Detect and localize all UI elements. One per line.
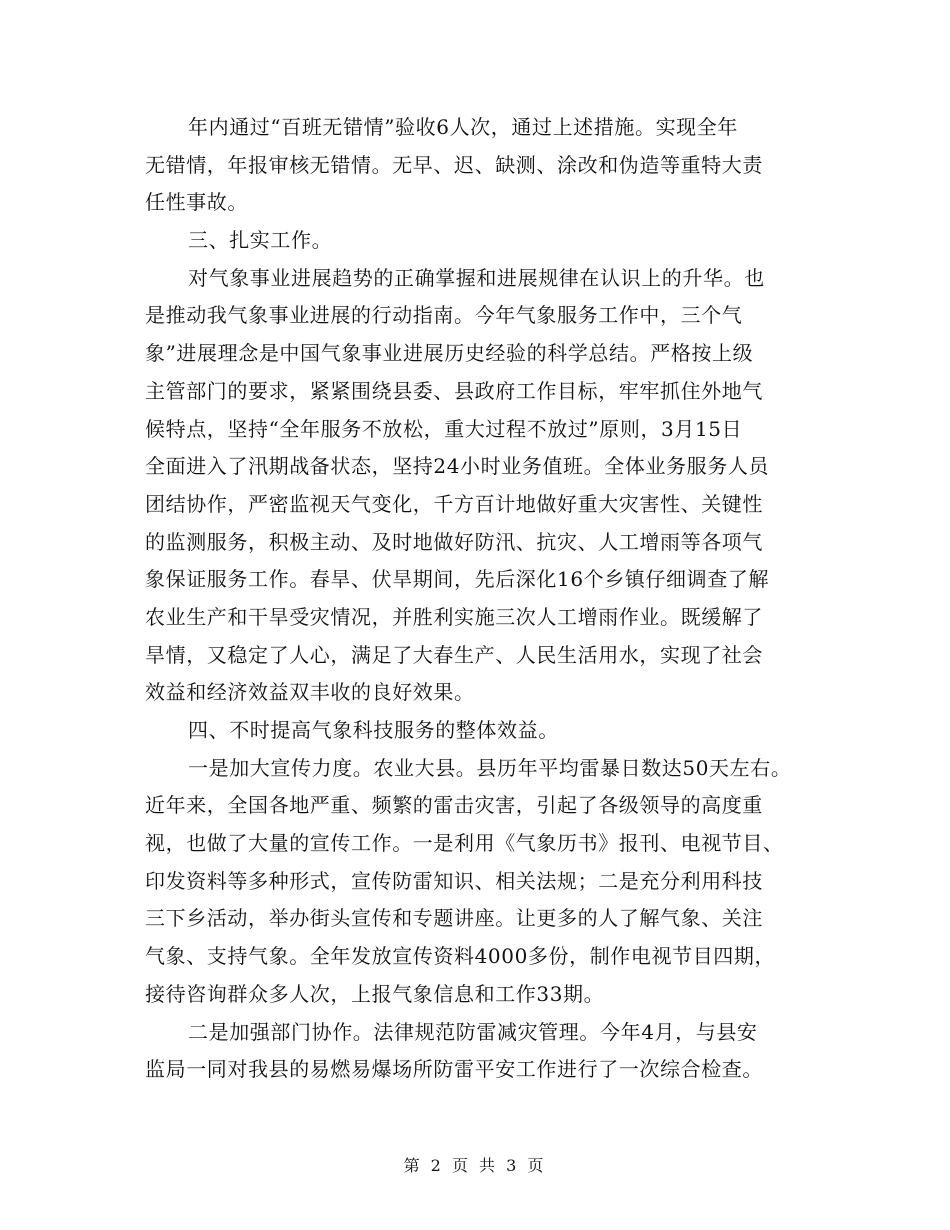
text-line: 是推动我气象事业进展的行动指南。今年气象服务工作中，三个气 — [145, 303, 743, 328]
text-line: 旱情，又稳定了人心，满足了大春生产、人民生活用水，实现了社会 — [145, 642, 763, 667]
section-heading: 四、不时提高气象科技服务的整体效益。 — [188, 718, 559, 742]
section-heading: 三、扎实工作。 — [188, 228, 333, 253]
text-line: 监局一同对我县的易燃易爆场所防雷平安工作进行了一次综合检查。 — [145, 1057, 763, 1082]
text-line: 接待咨询群众多人次，上报气象信息和工作33期。 — [145, 981, 605, 1006]
text-line: 气象、支持气象。全年发放宣传资料4000多份，制作电视节目四期， — [145, 944, 776, 969]
text-line: 无错情，年报审核无错情。无早、迟、缺测、涂改和伪造等重特大责 — [145, 152, 763, 177]
text-line: 全面进入了汛期战备状态，坚持24小时业务值班。全体业务服务人员 — [145, 454, 770, 479]
text-line: 三下乡活动，举办街头宣传和专题讲座。让更多的人了解气象、关注 — [145, 906, 763, 931]
text-line: 二是加强部门协作。法律规范防雷减灾管理。今年4月，与县安 — [188, 1019, 758, 1044]
text-line: 一是加大宣传力度。农业大县。县历年平均雷暴日数达50天左右。 — [188, 755, 792, 780]
text-line: 农业生产和干旱受灾情况，并胜利实施三次人工增雨作业。既缓解了 — [145, 604, 763, 629]
text-line: 主管部门的要求，紧紧围绕县委、县政府工作目标，牢牢抓住外地气 — [145, 378, 763, 403]
text-line: 印发资料等多种形式，宣传防雷知识、相关法规；二是充分利用科技 — [145, 868, 763, 893]
text-line: 任性事故。 — [145, 190, 248, 215]
text-line: 对气象事业进展趋势的正确掌握和进展规律在认识上的升华。也 — [188, 265, 765, 290]
body-text — [145, 109, 845, 1089]
text-line: 近年来，全国各地严重、频繁的雷击灾害，引起了各级领导的高度重 — [145, 793, 763, 818]
text-line: 候特点，坚持“全年服务不放松，重大过程不放过”原则，3月15日 — [145, 416, 743, 441]
page-number-footer: 第 2 页 共 3 页 — [403, 1156, 547, 1175]
text-line: 团结协作，严密监视天气变化，千方百计地做好重大灾害性、关键性 — [145, 491, 763, 516]
text-line: 象保证服务工作。春旱、伏旱期间，先后深化16个乡镇仔细调查了解 — [145, 567, 770, 592]
text-line: 象”进展理念是中国气象事业进展历史经验的科学总结。严格按上级 — [145, 341, 754, 366]
text-line: 的监测服务，积极主动、及时地做好防汛、抗灾、人工增雨等各项气 — [145, 529, 763, 554]
text-line: 效益和经济效益双丰收的良好效果。 — [145, 680, 475, 705]
text-line: 视，也做了大量的宣传工作。一是利用《气象历书》报刊、电视节目、 — [145, 831, 784, 856]
text-line: 年内通过“百班无错情”验收6人次，通过上述措施。实现全年 — [188, 115, 738, 139]
